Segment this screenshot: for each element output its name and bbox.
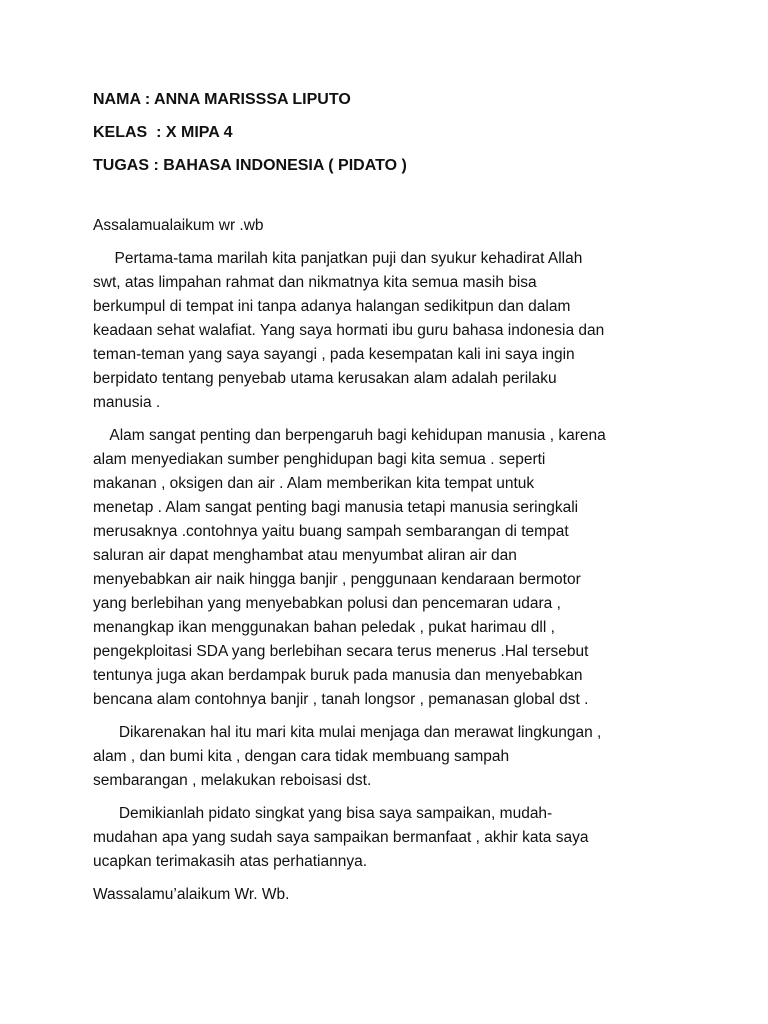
- paragraph-line: saluran air dapat menghambat atau menyumbat aliran air dan: [93, 547, 517, 564]
- paragraph-line: merusaknya .contohnya yaitu buang sampah sembarangan di tempat: [93, 523, 569, 540]
- speech-paragraph: [93, 802, 685, 874]
- student-class: KELAS : X MIPA 4: [93, 124, 233, 141]
- paragraph-line: pengekploitasi SDA yang berlebihan secara terus menerus .Hal tersebut: [93, 643, 589, 660]
- paragraph-line: menangkap ikan menggunakan bahan peledak , pukat harimau dll ,: [93, 619, 555, 636]
- paragraph-line: Alam sangat penting dan berpengaruh bagi kehidupan manusia , karena: [93, 427, 606, 444]
- paragraph-line: menyebabkan air naik hingga banjir , penggunaan kendaraan bermotor: [93, 571, 581, 588]
- paragraph-line: swt, atas limpahan rahmat dan nikmatnya kita semua masih bisa: [93, 274, 537, 291]
- paragraph-line: yang berlebihan yang menyebabkan polusi dan pencemaran udara ,: [93, 595, 561, 612]
- paragraph-line: sembarangan , melakukan reboisasi dst.: [93, 772, 372, 789]
- speech-paragraph: [93, 721, 685, 793]
- paragraph-line: manusia .: [93, 394, 161, 411]
- opening-greeting: Assalamualaikum wr .wb: [93, 217, 264, 234]
- paragraph-line: alam menyediakan sumber penghidupan bagi kita semua . seperti: [93, 451, 546, 468]
- paragraph-line: Demikianlah pidato singkat yang bisa saya sampaikan, mudah-: [93, 805, 553, 822]
- paragraph-line: alam , dan bumi kita , dengan cara tidak membuang sampah: [93, 748, 510, 765]
- paragraph-line: Dikarenakan hal itu mari kita mulai menjaga dan merawat lingkungan ,: [93, 724, 602, 741]
- speech-paragraph: [93, 424, 685, 712]
- paragraph-line: berkumpul di tempat ini tanpa adanya halangan sedikitpun dan dalam: [93, 298, 571, 315]
- paragraph-line: mudahan apa yang sudah saya sampaikan bermanfaat , akhir kata saya: [93, 829, 589, 846]
- assignment-title: TUGAS : BAHASA INDONESIA ( PIDATO ): [93, 157, 407, 174]
- paragraph-line: keadaan sehat walafiat. Yang saya hormati ibu guru bahasa indonesia dan: [93, 322, 605, 339]
- document-page: [93, 88, 685, 916]
- paragraph-line: bencana alam contohnya banjir , tanah longsor , pemanasan global dst .: [93, 691, 589, 708]
- closing-greeting: Wassalamu’alaikum Wr. Wb.: [93, 886, 290, 903]
- student-name: NAMA : ANNA MARISSSA LIPUTO: [93, 91, 351, 108]
- speech-paragraph: [93, 247, 685, 415]
- paragraph-line: tentunya juga akan berdampak buruk pada manusia dan menyebabkan: [93, 667, 583, 684]
- paragraph-line: teman-teman yang saya sayangi , pada kesempatan kali ini saya ingin: [93, 346, 575, 363]
- paragraph-line: makanan , oksigen dan air . Alam memberikan kita tempat untuk: [93, 475, 535, 492]
- paragraph-line: Pertama-tama marilah kita panjatkan puji dan syukur kehadirat Allah: [93, 250, 583, 267]
- paragraph-line: menetap . Alam sangat penting bagi manusia tetapi manusia seringkali: [93, 499, 579, 516]
- paragraph-line: ucapkan terimakasih atas perhatiannya.: [93, 853, 367, 870]
- speech-body: [93, 247, 685, 874]
- paragraph-line: berpidato tentang penyebab utama kerusakan alam adalah perilaku: [93, 370, 557, 387]
